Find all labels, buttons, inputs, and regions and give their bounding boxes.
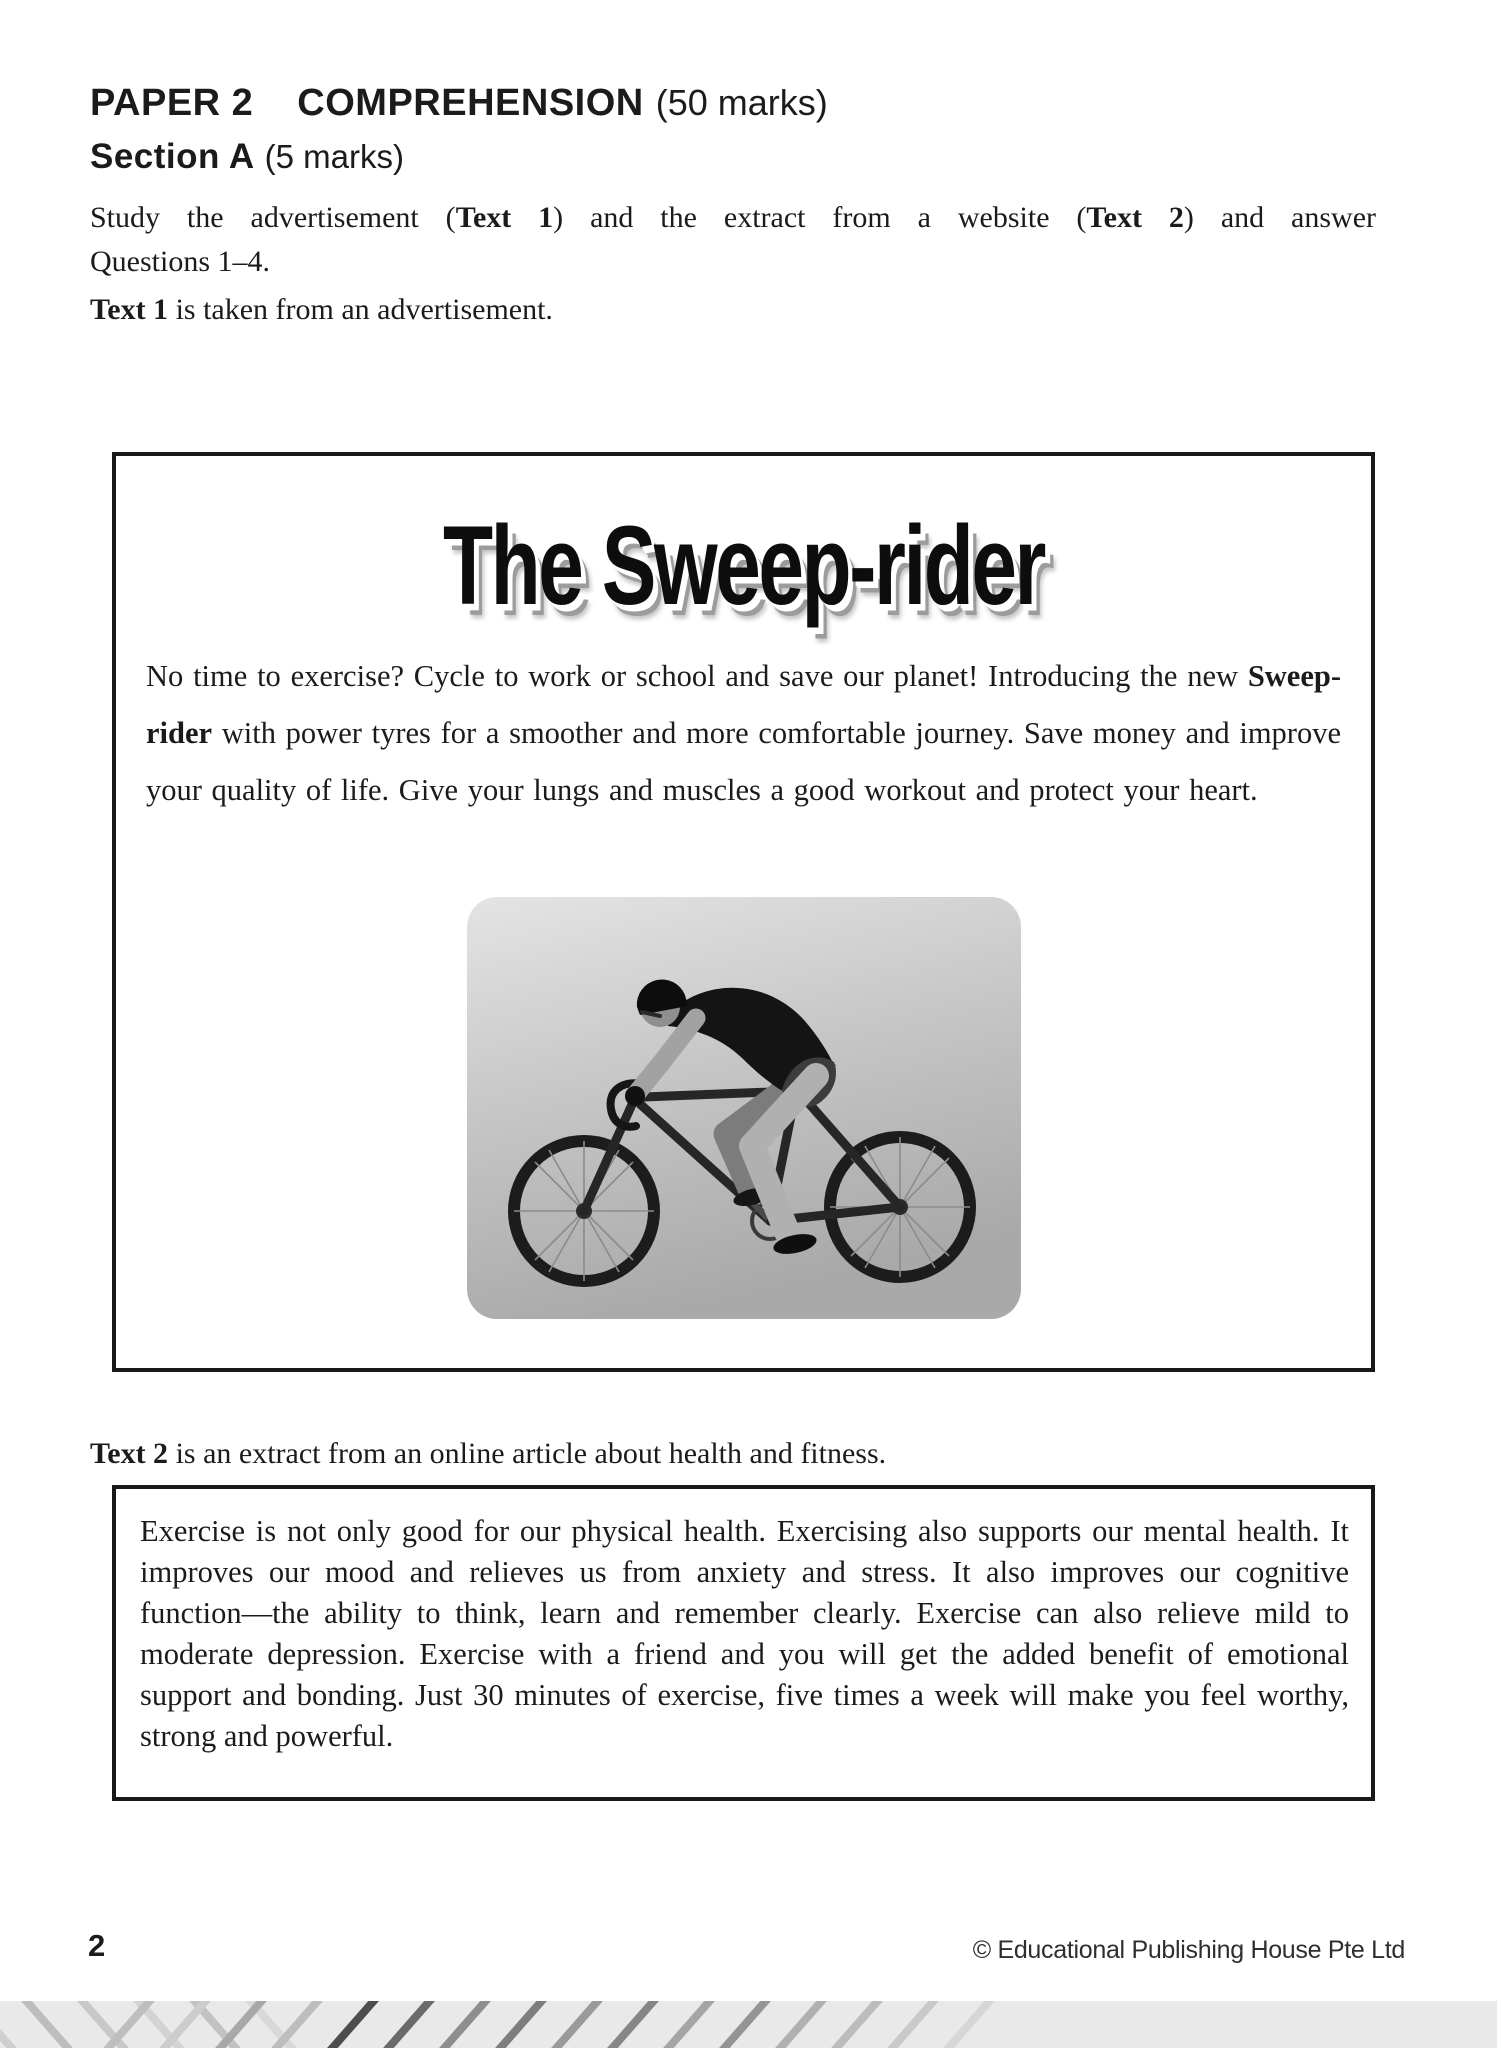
- text2-body: Exercise is not only good for our physical health. Exercising also supports our mental health. It improves our mood and relieves us from anxiety and stress. It also improves our cognitive function—the ability to think, learn and remember clearly. Exercise can also relieve mild to moderate depression. Exercise with a friend and you will get the added benefit of emotional support and bonding. Just 30 minutes of exercise, five times a week will make you feel worthy, strong and powerful.: [140, 1514, 1349, 1753]
- advert-body: No time to exercise? Cycle to work or school and save our planet! Introducing the new Sweep-rider with power tyres for a smoother and more comfortable journey. Save money and improve your quality of life. Give your lungs and muscles a good workout and protect your heart.: [146, 659, 1341, 807]
- hatch-pattern: [0, 2001, 1497, 2048]
- cyclist-image: [464, 894, 1024, 1322]
- section-marks: (5 marks): [264, 138, 404, 175]
- instructions-line-1: Study the advertisement (Text 1) and the extract from a website (Text 2) and answer: [90, 201, 1377, 234]
- advertisement-box: [112, 452, 1375, 1372]
- text2-box: [112, 1485, 1375, 1801]
- advert-title: The Sweep-rider: [442, 503, 1045, 629]
- text2-reference: Text 2: [1086, 201, 1184, 234]
- cyclist-illustration: [464, 894, 1024, 1322]
- paper-label: PAPER 2: [90, 82, 254, 124]
- section-heading: [90, 137, 404, 177]
- text1-reference: Text 1: [455, 201, 554, 234]
- paper-heading: [90, 82, 828, 125]
- paper-marks: (50 marks): [655, 82, 828, 123]
- instructions-line-2: Questions 1–4.: [90, 245, 270, 278]
- instructions: [90, 196, 1376, 284]
- section-label: Section A: [90, 137, 255, 176]
- paper-title: COMPREHENSION: [297, 82, 644, 124]
- text2-intro: Text 2 is an extract from an online article about health and fitness.: [90, 1437, 887, 1470]
- footer-copyright: © Educational Publishing House Pte Ltd: [972, 1936, 1405, 1964]
- text1-intro: Text 1 is taken from an advertisement.: [90, 293, 553, 326]
- product-name: Sweep-rider: [146, 659, 1341, 750]
- footer-page-number: 2: [88, 1928, 106, 1963]
- bottom-decorative-strip: [0, 2001, 1497, 2048]
